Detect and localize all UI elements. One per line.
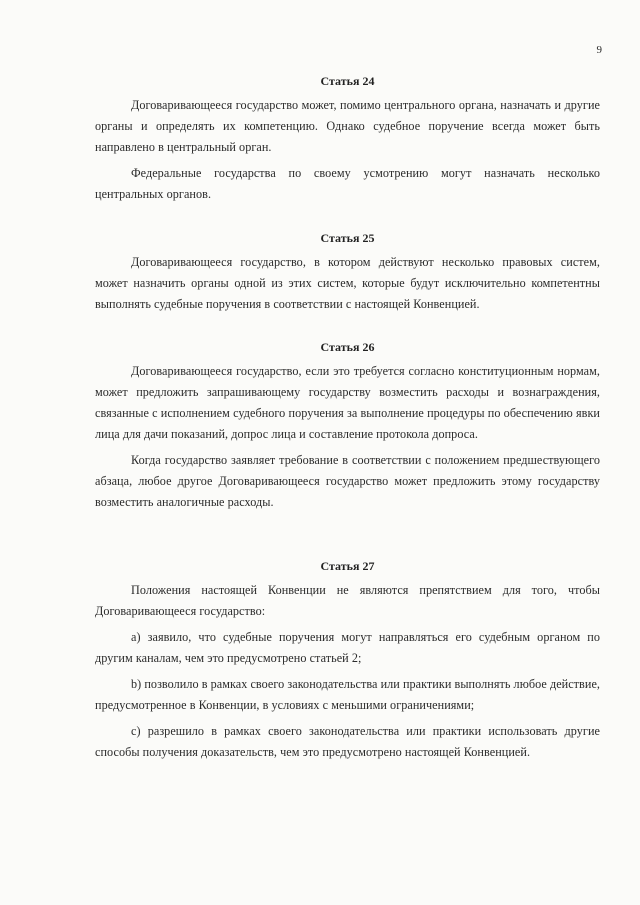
article-paragraph: а) заявило, что судебные поручения могут направляться его судебным органом по другим каналам, чем это предусмотрено статьей 2; bbox=[95, 630, 600, 665]
page-number: 9 bbox=[596, 44, 602, 56]
article-paragraph: b) позволило в рамках своего законодательства или практики выполнять любое действие, предусмотренное в Конвенции, в условиях с меньшими ограничениями; bbox=[95, 677, 600, 712]
article-paragraph: Договаривающееся государство может, помимо центрального органа, назначать и другие органы и определять их компетенцию. Однако судебное поручение всегда может быть направлено в центральный орган. bbox=[95, 98, 600, 154]
article-24 bbox=[95, 73, 600, 205]
article-paragraph: с) разрешило в рамках своего законодательства или практики использовать другие способы получения доказательств, чем это предусмотрено настоящей Конвенцией. bbox=[95, 724, 600, 759]
article-25 bbox=[95, 230, 600, 315]
article-title: Статья 24 bbox=[320, 74, 375, 88]
article-paragraph: Положения настоящей Конвенции не являются препятствием для того, чтобы Договаривающееся государство: bbox=[95, 583, 600, 618]
article-title: Статья 25 bbox=[320, 231, 375, 245]
article-paragraph: Федеральные государства по своему усмотрению могут назначать несколько центральных органов. bbox=[95, 166, 600, 201]
article-27 bbox=[95, 558, 600, 763]
article-paragraph: Когда государство заявляет требование в соответствии с положением предшествующего абзаца, любое другое Договаривающееся государство может предложить этому государству возместить аналогичные расходы. bbox=[95, 453, 600, 509]
article-paragraph: Договаривающееся государство, если это требуется согласно конституционным нормам, может предложить запрашивающему государству возместить расходы и вознаграждения, связанные с исполнением судебного поручения за выполнение процедуры по обеспечению явки лица для дачи показаний, допрос лица и составление протокола допроса. bbox=[95, 364, 600, 441]
article-title: Статья 27 bbox=[320, 559, 375, 573]
article-paragraph: Договаривающееся государство, в котором действуют несколько правовых систем, может назначить органы одной из этих систем, которые будут исключительно компетентны выполнять судебные поручения в соответствии с настоящей Конвенцией. bbox=[95, 255, 600, 311]
article-26 bbox=[95, 339, 600, 513]
article-title: Статья 26 bbox=[320, 340, 375, 354]
